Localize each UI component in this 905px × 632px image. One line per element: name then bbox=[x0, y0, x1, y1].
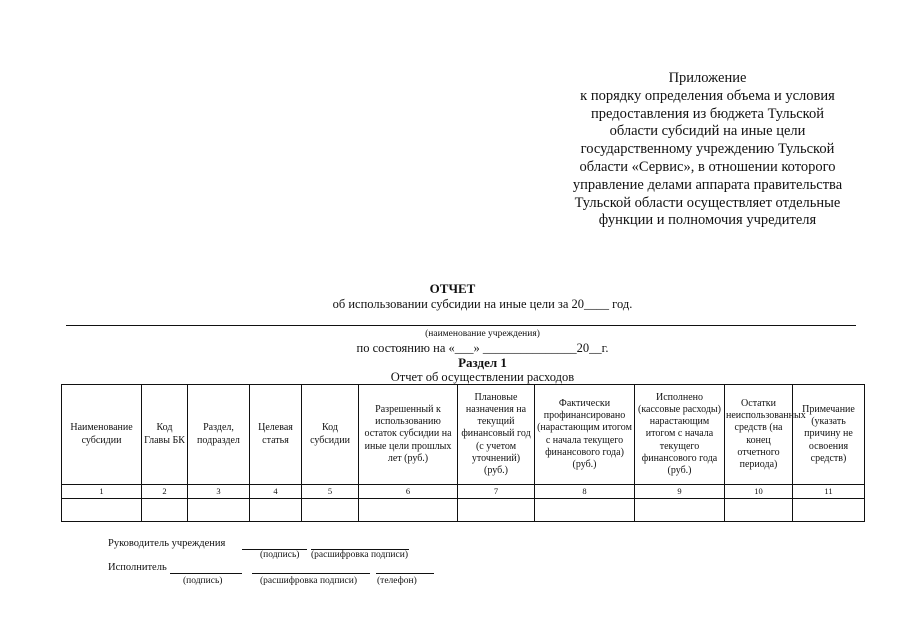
appendix-block bbox=[540, 70, 875, 230]
table-number-row bbox=[62, 485, 865, 499]
table-cell bbox=[458, 499, 535, 522]
header-cell: Код субсидии bbox=[302, 385, 359, 485]
section-subtitle: Отчет об осуществлении расходов bbox=[390, 370, 575, 384]
table-cell bbox=[62, 499, 142, 522]
table-cell bbox=[142, 499, 188, 522]
column-number: 2 bbox=[142, 485, 188, 499]
appendix-line: Приложение bbox=[668, 70, 747, 86]
appendix-line: государственному учреждению Тульской bbox=[580, 141, 835, 158]
table-cell bbox=[359, 499, 458, 522]
header-cell: Целевая статья bbox=[250, 385, 302, 485]
column-number: 8 bbox=[535, 485, 635, 499]
table-cell bbox=[635, 499, 725, 522]
header-cell: Плановые назначения на текущий финансовый год (с учетом уточнений) (руб.) bbox=[458, 385, 535, 485]
table-header-row bbox=[62, 385, 865, 485]
executor-label: Исполнитель bbox=[108, 562, 167, 573]
header-cell: Остатки неиспользованных средств (на конец отчетного периода) bbox=[725, 385, 793, 485]
table-cell bbox=[250, 499, 302, 522]
section-title: Раздел 1 bbox=[458, 355, 507, 370]
column-number: 10 bbox=[725, 485, 793, 499]
institution-caption: (наименование учреждения) bbox=[425, 329, 540, 339]
table-cell bbox=[302, 499, 359, 522]
header-cell: Код Главы БК bbox=[142, 385, 188, 485]
head-decoding-caption: (расшифровка подписи) bbox=[311, 550, 408, 560]
table-cell bbox=[793, 499, 865, 522]
institution-line bbox=[66, 325, 856, 326]
table-cell bbox=[725, 499, 793, 522]
header-cell: Раздел, подраздел bbox=[188, 385, 250, 485]
column-number: 11 bbox=[793, 485, 865, 499]
report-title: ОТЧЕТ bbox=[429, 281, 476, 296]
header-cell: Наименование субсидии bbox=[62, 385, 142, 485]
table-row bbox=[62, 499, 865, 522]
column-number: 6 bbox=[359, 485, 458, 499]
column-number: 9 bbox=[635, 485, 725, 499]
appendix-line: функции и полномочия учредителя bbox=[598, 212, 817, 229]
column-number: 7 bbox=[458, 485, 535, 499]
executor-decoding-caption: (расшифровка подписи) bbox=[260, 576, 357, 586]
column-number: 5 bbox=[302, 485, 359, 499]
report-subtitle: об использовании субсидии на иные цели за 20____ год. bbox=[332, 297, 633, 311]
header-cell: Фактически профинансировано (нарастающим итогом с начала текущего финансового года) (руб.) bbox=[535, 385, 635, 485]
executor-signature-line bbox=[170, 573, 242, 574]
column-number: 1 bbox=[62, 485, 142, 499]
appendix-line: предоставления из бюджета Тульской bbox=[591, 105, 824, 122]
header-cell: Разрешенный к использованию остаток субсидии на иные цели прошлых лет (руб.) bbox=[359, 385, 458, 485]
as-of-date: по состоянию на «___» _______________20__г. bbox=[356, 341, 609, 355]
column-number: 4 bbox=[250, 485, 302, 499]
expenses-table bbox=[61, 384, 865, 522]
table-cell bbox=[188, 499, 250, 522]
header-cell: Примечание (указать причину не освоения средств) bbox=[793, 385, 865, 485]
table-cell bbox=[535, 499, 635, 522]
executor-decoding-line bbox=[252, 573, 370, 574]
header-cell: Исполнено (кассовые расходы) нарастающим итогом с начала текущего финансового года (руб.) bbox=[635, 385, 725, 485]
executor-phone-caption: (телефон) bbox=[377, 576, 417, 586]
column-number: 3 bbox=[188, 485, 250, 499]
appendix-line: Тульской области осуществляет отдельные bbox=[574, 194, 841, 211]
head-signature-caption: (подпись) bbox=[260, 550, 300, 560]
appendix-line: области «Сервис», в отношении которого bbox=[579, 158, 836, 175]
appendix-line: области субсидий на иные цели bbox=[609, 123, 806, 140]
head-label: Руководитель учреждения bbox=[108, 538, 226, 549]
appendix-line: управление делами аппарата правительства bbox=[572, 176, 843, 193]
appendix-line: к порядку определения объема и условия bbox=[580, 87, 835, 104]
executor-signature-caption: (подпись) bbox=[183, 576, 223, 586]
executor-phone-line bbox=[376, 573, 434, 574]
